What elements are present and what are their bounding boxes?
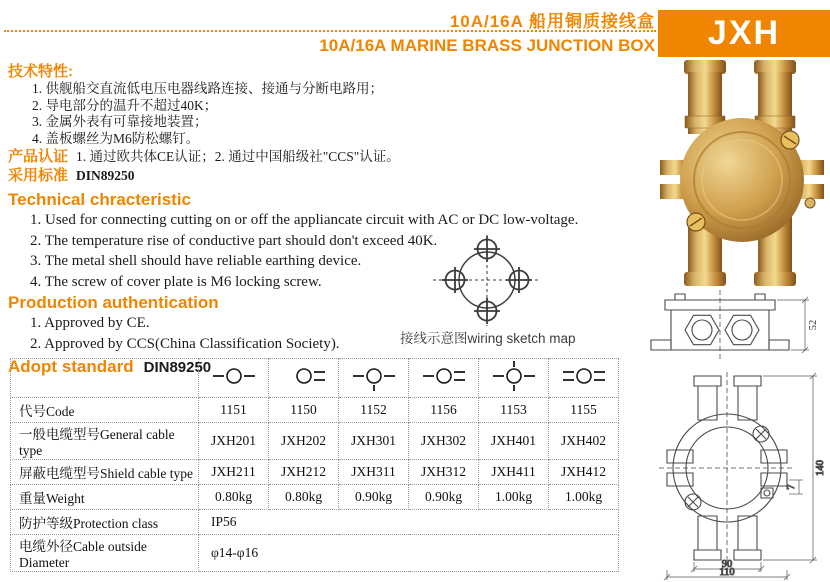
- cert-text-cn: 1. 通过欧共体CE认证；2. 通过中国船级社"CCS"认证。: [76, 149, 400, 164]
- dim-label-90: 90: [721, 559, 733, 570]
- tech-item-en: 3. The metal shell should have reliable earthing device.: [30, 253, 362, 269]
- connection-type-symbol: [409, 359, 479, 398]
- cell-cable-diameter: φ14-φ16: [199, 535, 619, 572]
- product-code-badge: JXH: [658, 10, 830, 57]
- standard-label-en: Adopt standard: [8, 357, 134, 376]
- cell-weight: 0.90kg: [339, 485, 409, 510]
- tech-item-cn: 4. 盖板螺丝为M6防松螺钉。: [32, 130, 200, 146]
- cell-code: 1152: [339, 398, 409, 423]
- standard-label-cn: 采用标准: [8, 167, 69, 184]
- table-row-shield-cable: [11, 460, 619, 485]
- cell-model: JXH201: [199, 423, 269, 460]
- cell-weight: 1.00kg: [549, 485, 619, 510]
- front-view-drawing: [659, 372, 826, 580]
- section-title-cert-en: Production authentication: [8, 293, 219, 312]
- row-label: 代号Code: [11, 398, 199, 423]
- connection-type-symbol: [479, 359, 549, 398]
- cell-model: JXH301: [339, 423, 409, 460]
- dim-52: [777, 297, 809, 353]
- cell-model: JXH411: [479, 460, 549, 485]
- row-label: 重量Weight: [11, 485, 199, 510]
- cell-weight: 1.00kg: [479, 485, 549, 510]
- wiring-sketch-caption: 接线示意图wiring sketch map: [400, 331, 576, 346]
- symbol-row-label: [11, 359, 199, 398]
- table-row-code: [11, 398, 619, 423]
- row-label: 电缆外径Cable outside Diameter: [11, 535, 199, 572]
- cell-weight: 0.90kg: [409, 485, 479, 510]
- dimension-drawings: [645, 288, 830, 580]
- tech-item-cn: 3. 金属外表有可靠接地装置；: [32, 114, 208, 129]
- standard-value-cn: DIN89250: [76, 168, 135, 183]
- cert-item-en: 2. Approved by CCS(China Classification Society).: [30, 335, 340, 352]
- cell-model: JXH211: [199, 460, 269, 485]
- table-row-symbols: [11, 359, 619, 398]
- cell-code: 1156: [409, 398, 479, 423]
- connection-type-symbol: [339, 359, 409, 398]
- table-row-cable-diameter: [11, 535, 619, 572]
- dim-label-140: 140: [815, 460, 826, 476]
- cell-model: JXH401: [479, 423, 549, 460]
- cell-model: JXH402: [549, 423, 619, 460]
- spec-table: [10, 358, 619, 572]
- english-spec-section: [8, 189, 653, 377]
- chinese-spec-section: [8, 62, 653, 185]
- tech-item-en: 2. The temperature rise of conductive part should don't exceed 40K.: [30, 232, 438, 249]
- cell-code: 1151: [199, 398, 269, 423]
- table-row-protection-class: [11, 510, 619, 535]
- table-row-weight: [11, 485, 619, 510]
- cert-item-en: 1. Approved by CE.: [30, 315, 150, 331]
- dim-label-110: 110: [719, 567, 735, 578]
- cell-protection-class: IP56: [199, 510, 619, 535]
- header-dotted-divider: [4, 30, 656, 32]
- connection-type-symbol: [269, 359, 339, 398]
- wiring-sketch-icon: [425, 233, 555, 329]
- tech-item-en: 4. The screw of cover plate is M6 locking screw.: [30, 273, 322, 290]
- dim-label-7: 7: [786, 484, 797, 490]
- cell-model: JXH312: [409, 460, 479, 485]
- connection-type-symbol: [549, 359, 619, 398]
- cell-model: JXH311: [339, 460, 409, 485]
- section-title-tech-cn: 技术特性:: [8, 63, 73, 80]
- section-title-tech-en: Technical chracteristic: [8, 190, 191, 209]
- junction-box-body: [680, 118, 804, 242]
- cell-model: JXH212: [269, 460, 339, 485]
- tech-item-cn: 1. 供舰船交直流低电压电器线路连接、接通与分断电路用；: [32, 81, 383, 96]
- cert-label-cn: 产品认证: [8, 148, 69, 165]
- cell-weight: 0.80kg: [269, 485, 339, 510]
- tech-item-cn: 2. 导电部分的温升不超过40K；: [32, 97, 218, 113]
- row-label: 一般电缆型号General cable type: [11, 423, 199, 460]
- page-title-english: 10A/16A MARINE BRASS JUNCTION BOX: [319, 36, 655, 55]
- connection-type-symbol: [199, 359, 269, 398]
- standard-value-en: DIN89250: [143, 359, 212, 376]
- tech-item-en: 1. Used for connecting cutting on or off the appliancate circuit with AC or DC low-voltage.: [30, 212, 579, 228]
- cell-model: JXH302: [409, 423, 479, 460]
- row-label: 防护等级Protection class: [11, 510, 199, 535]
- cell-code: 1155: [549, 398, 619, 423]
- cell-model: JXH202: [269, 423, 339, 460]
- side-view-drawing: [651, 290, 819, 360]
- cell-code: 1150: [269, 398, 339, 423]
- cell-model: JXH412: [549, 460, 619, 485]
- cell-weight: 0.80kg: [199, 485, 269, 510]
- row-label: 屏蔽电缆型号Shield cable type: [11, 460, 199, 485]
- cell-code: 1153: [479, 398, 549, 423]
- product-photo: [658, 58, 826, 288]
- dim-label-52: 52: [808, 319, 819, 331]
- page-title-chinese: 10A/16A 船用铜质接线盒: [449, 12, 655, 31]
- table-row-general-cable: [11, 423, 619, 460]
